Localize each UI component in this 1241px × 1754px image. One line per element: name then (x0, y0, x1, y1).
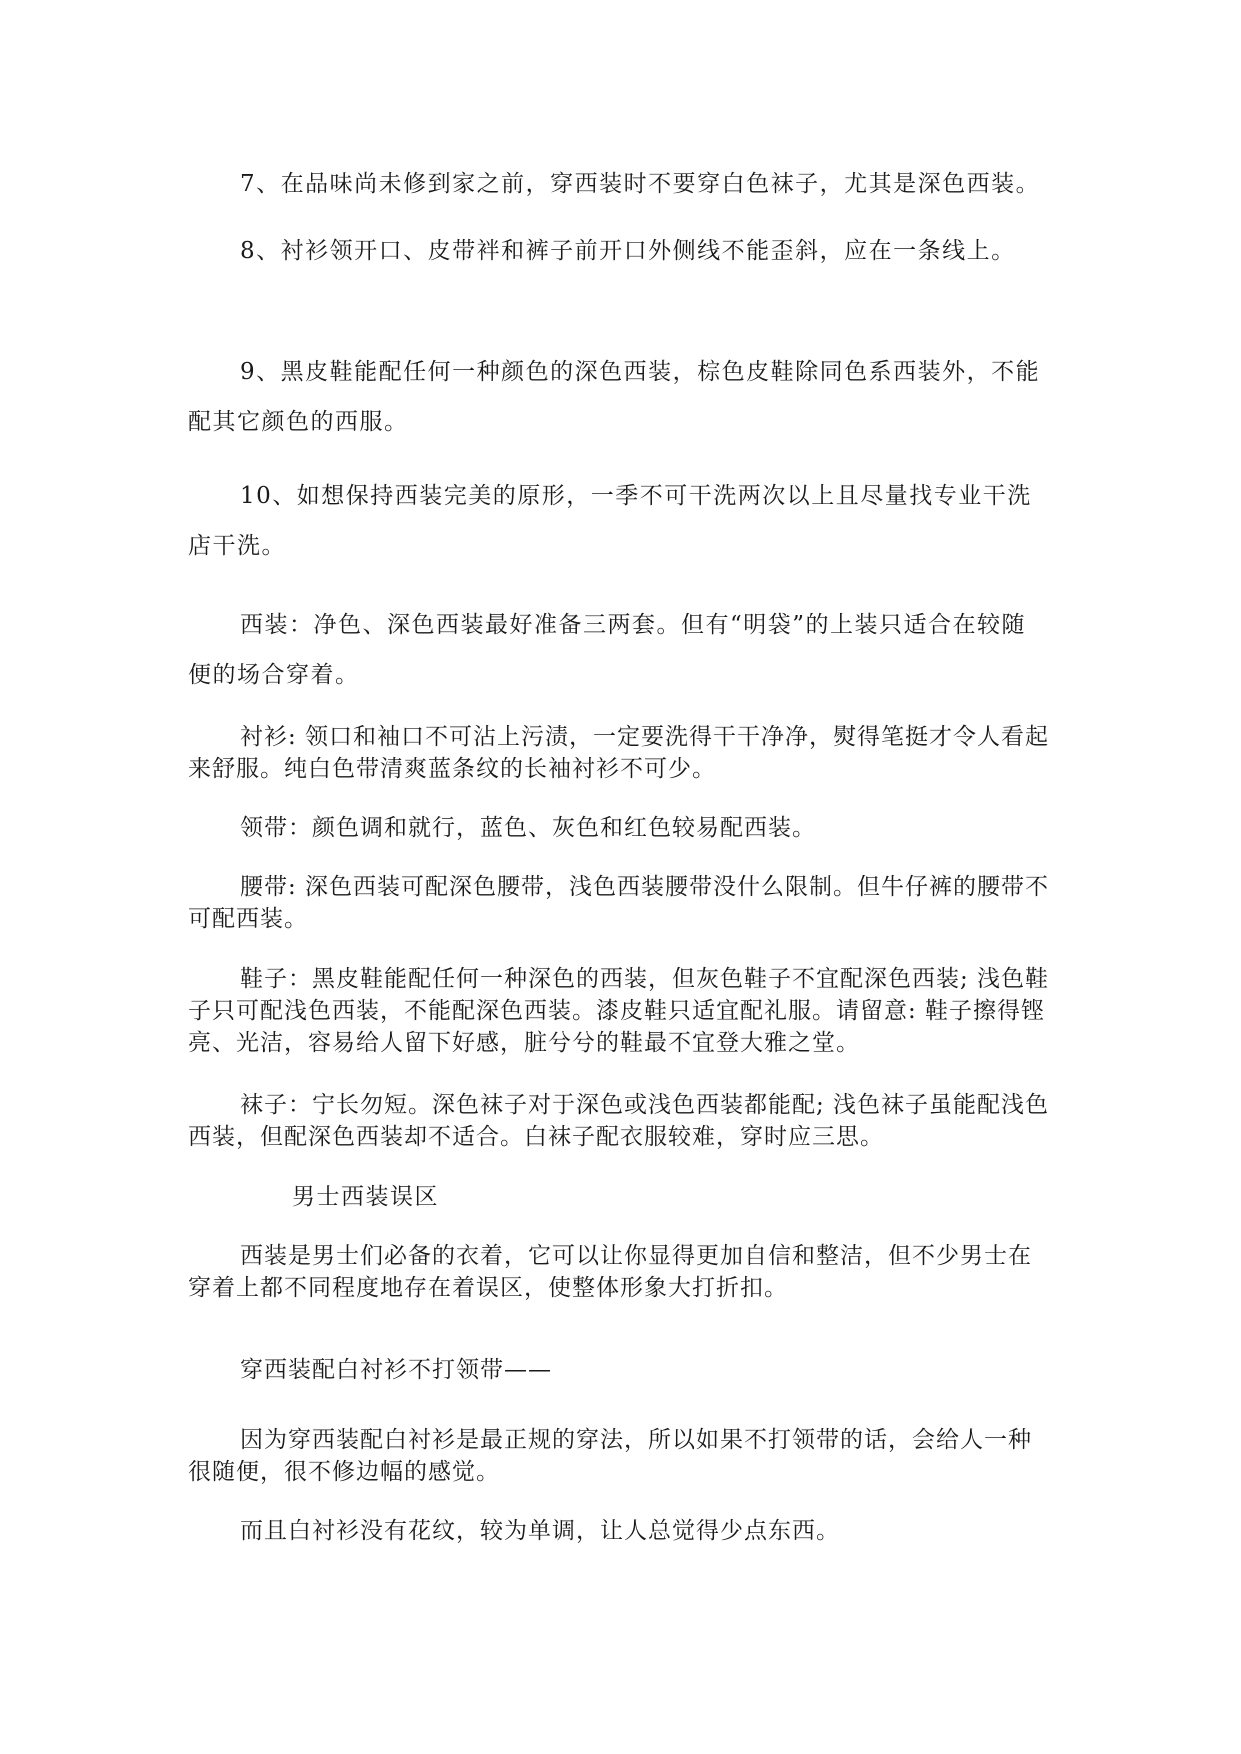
suit-paragraph: 西装：净色、深色西装最好准备三两套。但有“明袋”的上装只适合在较随便的场合穿着。 (188, 612, 1027, 688)
tip-10: 10、如想保持西装完美的原形，一季不可干洗两次以上且尽量找专业干洗店干洗。 (188, 483, 1032, 559)
belt-paragraph: 腰带: 深色西装可配深色腰带，浅色西装腰带没什么限制。但牛仔裤的腰带不可配西装。 (188, 874, 1050, 932)
shirt-paragraph: 衬衫: 领口和袖口不可沾上污渍，一定要洗得干干净净，熨得笔挺才令人看起来舒服。纯白色带清爽蓝条纹的长袖衬衫不可少。 (188, 724, 1050, 782)
mistake-1-body: 因为穿西装配白衬衫是最正规的穿法，所以如果不打领带的话，会给人一种很随便，很不修边幅的感觉。 (188, 1427, 1032, 1485)
socks-paragraph: 袜子：宁长勿短。深色袜子对于深色或浅色西装都能配; 浅色袜子虽能配浅色西装，但配深色西装却不适合。白袜子配衣服较难，穿时应三思。 (188, 1092, 1050, 1150)
shoes-paragraph: 鞋子：黑皮鞋能配任何一种深色的西装，但灰色鞋子不宜配深色西装; 浅色鞋子只可配浅色西装，不能配深色西装。漆皮鞋只适宜配礼服。请留意: 鞋子擦得铿亮、光洁，容易给人留下好感，脏兮兮的鞋最不宜登大雅之堂。 (188, 966, 1050, 1056)
section-subheading: 男士西装误区 (292, 1184, 439, 1210)
tip-7: 7、在品味尚未修到家之前，穿西装时不要穿白色袜子，尤其是深色西装。 (240, 171, 1041, 197)
intro-paragraph: 西装是男士们必备的衣着，它可以让你显得更加自信和整洁，但不少男士在穿着上都不同程度地存在着误区，使整体形象大打折扣。 (188, 1243, 1032, 1301)
mistake-1-title: 穿西装配白衬衫不打领带—— (240, 1357, 552, 1383)
mistake-1-extra: 而且白衬衫没有花纹，较为单调，让人总觉得少点东西。 (240, 1518, 840, 1544)
tie-paragraph: 领带：颜色调和就行，蓝色、灰色和红色较易配西装。 (240, 815, 816, 841)
tip-9: 9、黑皮鞋能配任何一种颜色的深色西装，棕色皮鞋除同色系西装外，不能配其它颜色的西服。 (188, 359, 1041, 435)
tip-8: 8、衬衫领开口、皮带袢和裤子前开口外侧线不能歪斜，应在一条线上。 (240, 238, 1016, 264)
